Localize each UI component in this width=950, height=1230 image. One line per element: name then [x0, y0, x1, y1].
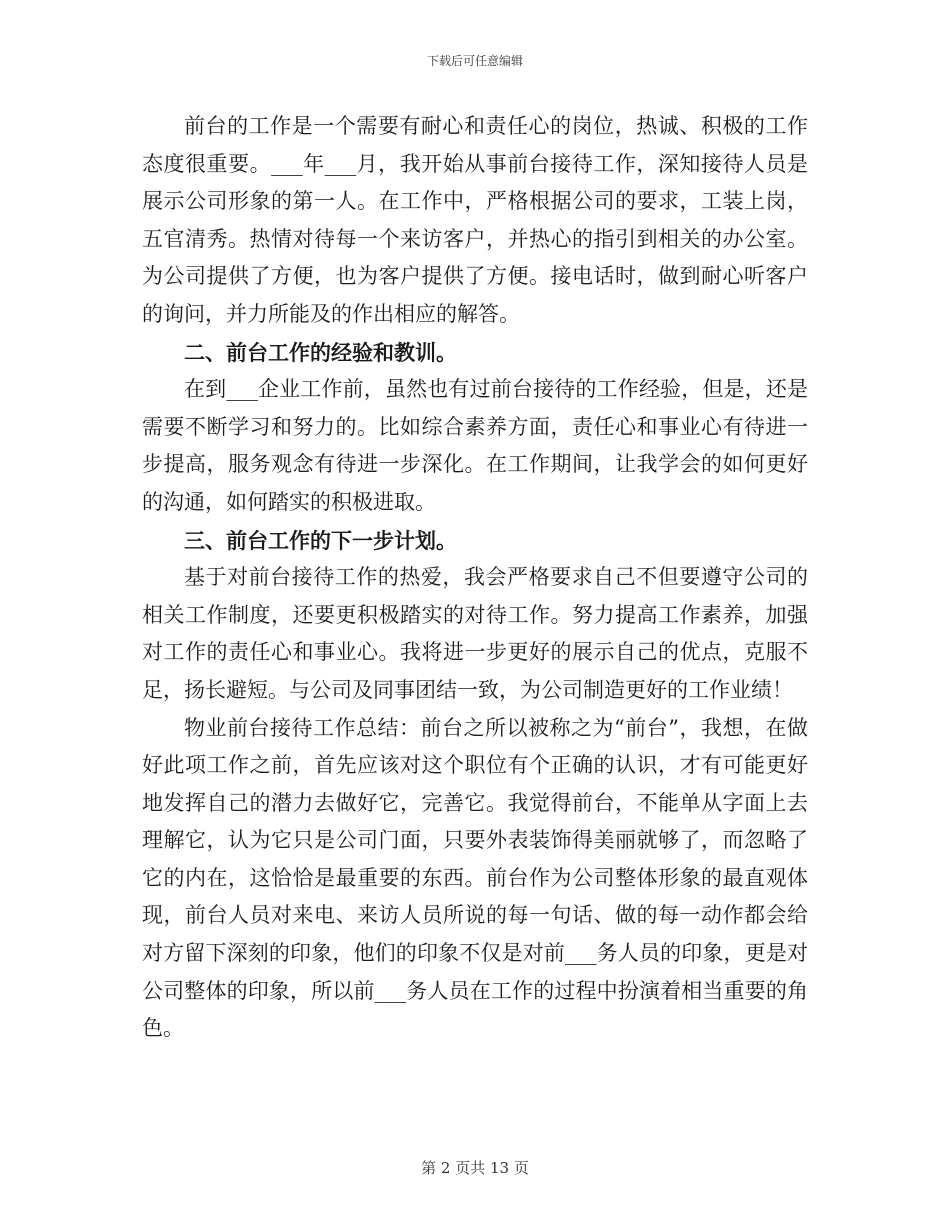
- page-number: 第 2 页共 13 页: [421, 1159, 529, 1177]
- document-body: [142, 108, 808, 1048]
- paragraph-experience: 在到___企业工作前，虽然也有过前台接待的工作经验，但是，还是需要不断学习和努力的。比如综合素养方面，责任心和事业心有待进一步提高，服务观念有待进一步深化。在工作期间，让我学会的如何更好的沟通，如何踏实的积极进取。: [142, 377, 808, 514]
- page-header: 下载后可任意编辑: [426, 54, 523, 68]
- paragraph-property-summary: 物业前台接待工作总结：前台之所以被称之为“前台”，我想，在做好此项工作之前，首先应该对这个职位有个正确的认识，才有可能更好地发挥自己的潜力去做好它，完善它。我觉得前台，不能单从字面上去理解它，认为它只是公司门面，只要外表装饰得美丽就够了，而忽略了它的内在，这恰恰是最重要的东西。前台作为公司整体形象的最直观体现，前台人员对来电、来访人员所说的每一句话、做的每一动作都会给对方留下深刻的印象，他们的印象不仅是对前___务人员的印象，更是对公司整体的印象，所以前___务人员在工作的过程中扮演着相当重要的角色。: [142, 715, 808, 1041]
- section-heading-plan: 三、前台工作的下一步计划。: [184, 527, 457, 553]
- section-heading-experience: 二、前台工作的经验和教训。: [184, 339, 457, 365]
- paragraph-intro: 前台的工作是一个需要有耐心和责任心的岗位，热诚、积极的工作态度很重要。___年___月，我开始从事前台接待工作，深知接待人员是展示公司形象的第一人。在工作中，严格根据公司的要求，工装上岗，五官清秀。热情对待每一个来访客户，并热心的指引到相关的办公室。为公司提供了方便，也为客户提供了方便。接电话时，做到耐心听客户的询问，并力所能及的作出相应的解答。: [142, 114, 808, 326]
- paragraph-plan: 基于对前台接待工作的热爱，我会严格要求自己不但要遵守公司的相关工作制度，还要更积极踏实的对待工作。努力提高工作素养，加强对工作的责任心和事业心。我将进一步更好的展示自己的优点，克服不足，扬长避短。与公司及同事团结一致，为公司制造更好的工作业绩！: [142, 565, 808, 702]
